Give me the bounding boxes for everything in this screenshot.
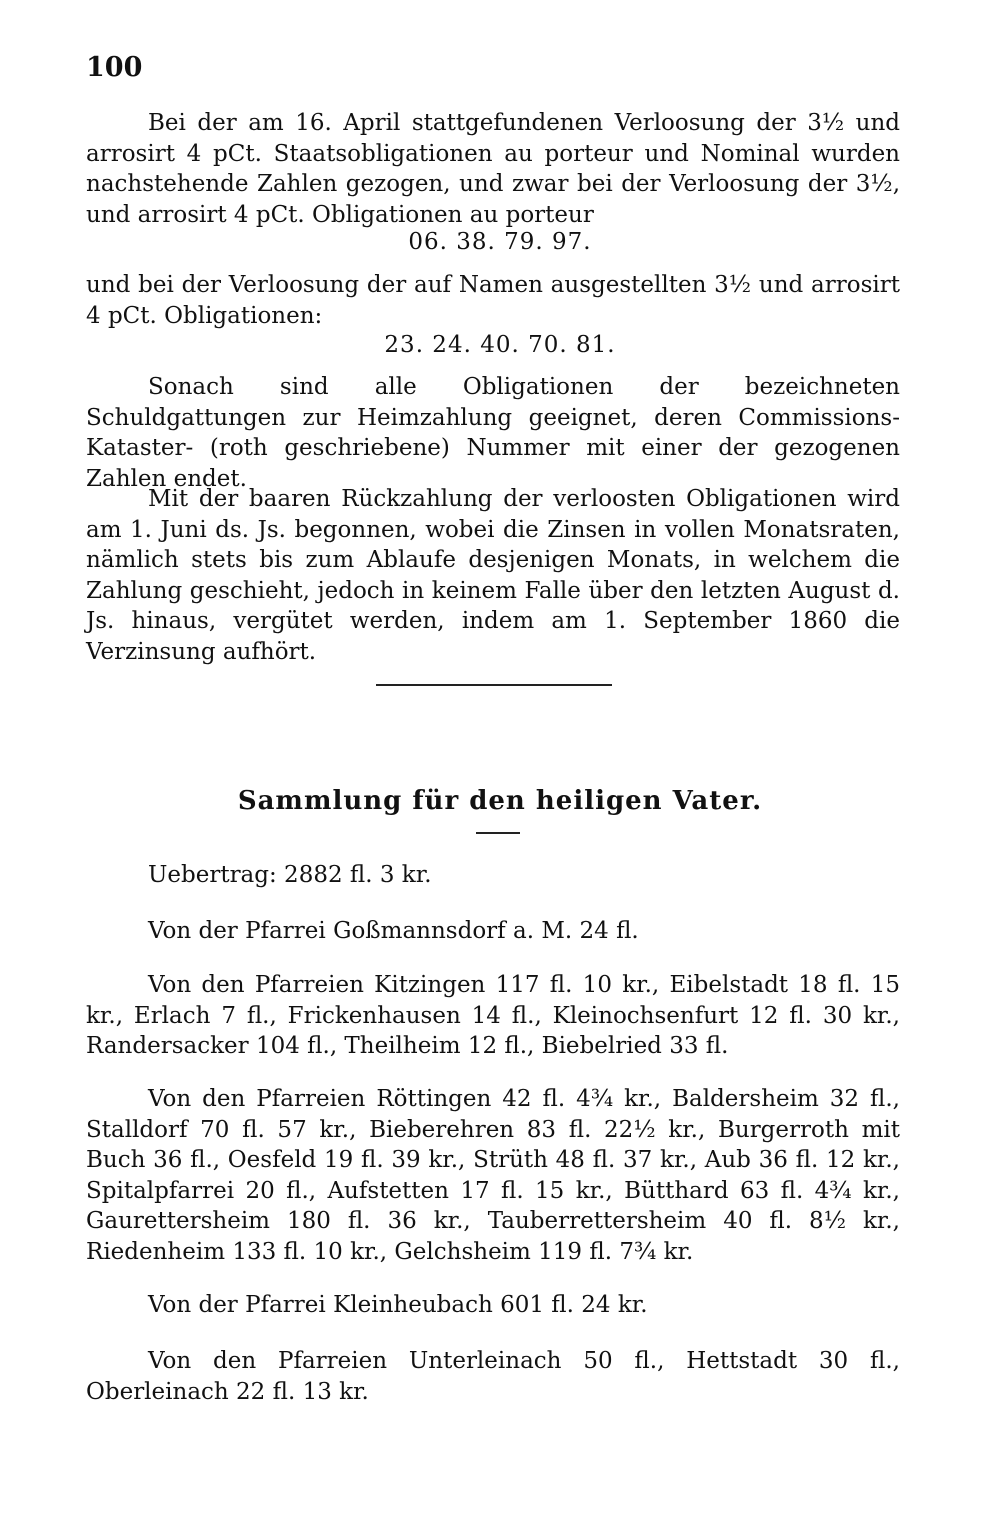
heading-underline (476, 832, 520, 834)
nominal-numbers: 23. 24. 40. 70. 81. (384, 332, 616, 358)
porteur-numbers: 06. 38. 79. 97. (408, 229, 592, 255)
entry-kitzingen: Von den Pfarreien Kitzingen 117 fl. 10 kr., Eibelstadt 18 fl. 15 kr., Erlach 7 fl., Frickenhausen 14 fl., Kleinochsenfurt 12 fl. 30 kr., Randersacker 104 fl., Theilheim 12 fl., Biebelried 33 fl. (86, 972, 900, 1059)
entry-kleinheubach: Von der Pfarrei Kleinheubach 601 fl. 24 kr. (148, 1292, 648, 1318)
conclusion-paragraph: Sonach sind alle Obligationen der bezeichneten Schuldgattungen zur Heimzahlung geeignet, deren Commissions-Kataster- (roth geschriebene) Nummer mit einer der gezogenen Zahlen endet. (86, 374, 900, 492)
entry-gossmannsdorf: Von der Pfarrei Goßmannsdorf a. M. 24 fl. (148, 918, 639, 944)
entry-unterleinach: Von den Pfarreien Unterleinach 50 fl., Hettstadt 30 fl., Oberleinach 22 fl. 13 kr. (86, 1348, 900, 1405)
nominal-paragraph: und bei der Verloosung der auf Namen ausgestellten 3½ und arrosirt 4 pCt. Obligationen: (86, 272, 900, 329)
page-number: 100 (86, 52, 143, 83)
entry-carryover: Uebertrag: 2882 fl. 3 kr. (148, 862, 432, 888)
section-heading: Sammlung für den heiligen Vater. (237, 786, 763, 816)
entry-roettingen: Von den Pfarreien Röttingen 42 fl. 4¾ kr., Baldersheim 32 fl., Stalldorf 70 fl. 57 kr., Bieberehren 83 fl. 22½ kr., Burgerroth mit Buch 36 fl., Oesfeld 19 fl. 39 kr., Strüth 48 fl. 37 kr., Aub 36 fl. 12 kr., Spitalpfarrei 20 fl., Aufstetten 17 fl. 15 kr., Bütthard 63 fl. 4¾ kr., Gaurettersheim 180 fl. 36 kr., Tauberrettersheim 40 fl. 8½ kr., Riedenheim 133 fl. 10 kr., Gelchsheim 119 fl. 7¾ kr. (86, 1086, 900, 1265)
intro-paragraph: Bei der am 16. April stattgefundenen Verloosung der 3½ und arrosirt 4 pCt. Staatsobligationen au porteur und Nominal wurden nachstehende Zahlen gezogen, und zwar bei der Verloosung der 3½, und arrosirt 4 pCt. Obligationen au porteur (86, 110, 900, 228)
repayment-paragraph: Mit der baaren Rückzahlung der verloosten Obligationen wird am 1. Juni ds. Js. begonnen, wobei die Zinsen in vollen Monatsraten, nämlich stets bis zum Ablaufe desjenigen Monats, in welchem die Zahlung geschieht, jedoch in keinem Falle über den letzten August d. Js. hinaus, vergütet werden, indem am 1. September 1860 die Verzinsung aufhört. (86, 486, 900, 665)
section-divider (376, 684, 612, 686)
